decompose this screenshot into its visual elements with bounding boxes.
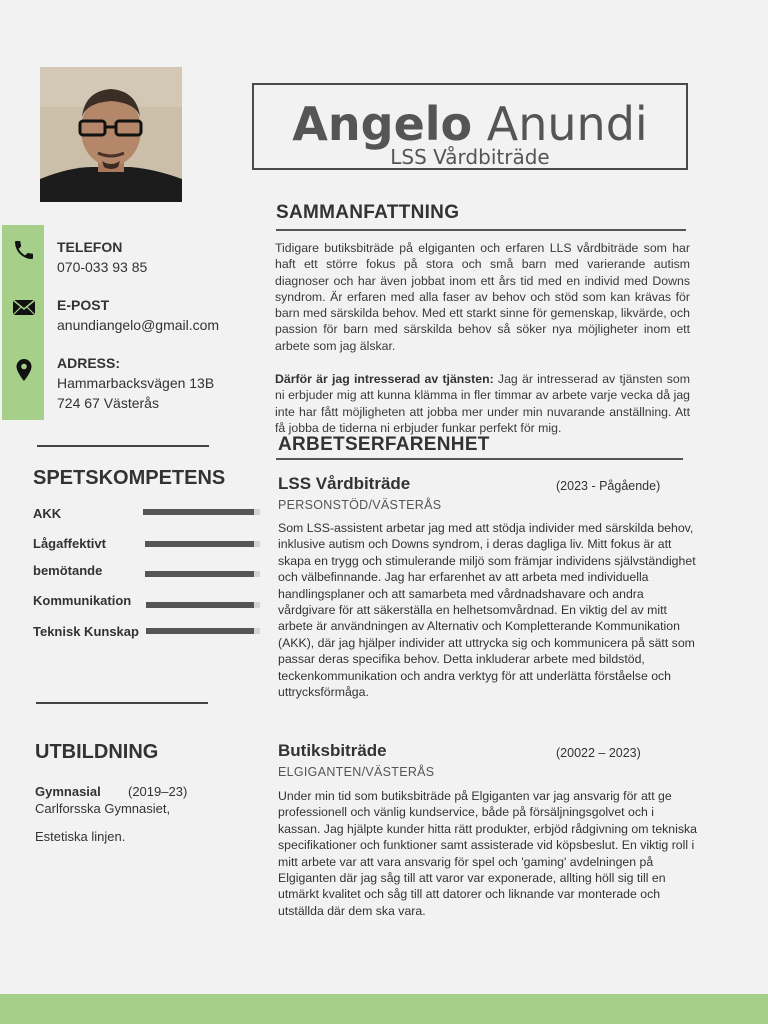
job-description: Som LSS-assistent arbetar jag med att stödja individer med särskilda behov, inklusive autism och Downs syndrom, i deras dagliga liv. Mitt fokus är att skapa en trygg och stimulerande miljö som främjar individens självständighet och välbefinnande. Jag har erfarenhet av att arbeta med individuella handlingsplaner och att samarbeta med vårdnadshavare och andra vårdgivare för att säkerställa en helhetsomvårdnad. En viktig del av mitt arbete är användningen av Alternativ och Kompletterande Kommunikation (AKK), där jag hjälper individer att uttrycka sig och kommunicera på sätt som passar deras specifika behov. Detta inkluderar arbete med bildstöd, teckenkommunikation och andra verktyg för att underlätta förståelse och uttrycksförmåga.	[278, 521, 696, 700]
job-description: Under min tid som butiksbiträde på Elgiganten var jag ansvarig för att ge professionell och vänlig kundservice, både på försäljningsgolvet och i kassan. Jag hjälpte kunder hitta rätt produkter, erbjöd rådgivning om tekniska specifikationer och funktioner samt assisterade vid köpsbeslut. En viktig roll i mitt arbete var att vara ansvarig för spel och 'gaming' avdelningen på Elgiganten där jag såg till att varor var exponerade, allting höll sig till en utmärkt kvalitet och såg till att datorer och liknande var monterade och utställda där dem ska vara.	[278, 789, 698, 918]
skill-bar-fill	[146, 628, 254, 634]
first-name: Angelo	[292, 97, 473, 151]
summary-text: Tidigare butiksbiträde på elgiganten och erfaren LLS vårdbiträde som har haft ett större fokus på stora och små barn med varierande autism diagnoser och har även jobbat inom ett års tid med en individ med Downs syndrom. Är erfaren med alla faser av behov och stöd som kan krävas för barn med särskilda behov. Med ett starkt sinne för gemenskap, likvärde, och passion för barn med särskilda behov så söker nya möjligheter inom ett arbete som jag älskar.	[275, 241, 690, 353]
skill-bar-fill	[145, 541, 254, 547]
email-value[interactable]: anundiangelo@gmail.com	[57, 317, 220, 333]
job-organization: PERSONSTÖD/VÄSTERÅS	[278, 498, 442, 512]
job-title: LSS Vårdbiträde	[278, 474, 411, 493]
skill-bar	[146, 602, 260, 608]
name-header-box	[252, 83, 688, 170]
summary-rule	[276, 229, 686, 231]
skill-label: bemötande	[33, 563, 103, 578]
experience-heading: ARBETSERFARENHET	[278, 434, 490, 455]
education-program: Estetiska linjen.	[35, 829, 126, 844]
skill-label: AKK	[33, 506, 62, 521]
education-heading: UTBILDNING	[35, 741, 159, 763]
education-level: Gymnasial	[35, 784, 101, 799]
job-dates: (2023 - Pågående)	[556, 479, 661, 493]
skill-label: Lågaffektivt	[33, 536, 106, 551]
last-name: Anundi	[486, 97, 648, 151]
full-name	[254, 99, 686, 149]
education-years: (2019–23)	[128, 784, 188, 799]
job-dates: (20022 – 2023)	[556, 746, 641, 760]
address-label: ADRESS:	[57, 355, 121, 371]
profile-photo	[40, 67, 182, 202]
phone-icon	[12, 238, 36, 262]
phone-value[interactable]: 070-033 93 85	[57, 259, 148, 275]
skill-bar-fill	[145, 571, 254, 577]
skill-bar	[146, 628, 260, 634]
interest-label: Därför är jag intresserad av tjänsten:	[275, 372, 494, 386]
skills-heading: SPETSKOMPETENS	[33, 467, 226, 489]
job-organization: ELGIGANTEN/VÄSTERÅS	[278, 765, 435, 779]
summary-heading: SAMMANFATTNING	[276, 202, 460, 223]
map-pin-icon	[12, 358, 36, 382]
skill-label: Kommunikation	[33, 593, 132, 608]
footer-accent-bar	[0, 994, 768, 1024]
envelope-icon	[12, 296, 36, 320]
education-school: Carlforsska Gymnasiet,	[35, 801, 171, 816]
address-line2: 724 67 Västerås	[57, 395, 159, 411]
skill-bar	[145, 571, 260, 577]
experience-rule	[276, 458, 683, 460]
job-title: Butiksbiträde	[278, 741, 387, 760]
interest-text: Jag är intresserad av tjänsten som ni erbjuder mig att kunna klämma in fler timmar av arbete varje vecka då jag inte har fått möjligheten att jobba mer under min nuvarande anställning. Att få jobba de tiderna ni erbjuder funkar perfekt för mig.	[275, 372, 690, 435]
phone-label: TELEFON	[57, 239, 123, 255]
interest-paragraph	[275, 371, 690, 436]
email-label: E-POST	[57, 297, 110, 313]
skill-label: Teknisk Kunskap	[33, 624, 139, 639]
skill-bar	[143, 509, 260, 515]
address-line1: Hammarbacksvägen 13B	[57, 375, 215, 391]
skill-bar	[145, 541, 260, 547]
job-title-subtitle: LSS Vårdbiträde	[390, 145, 550, 169]
skill-bar-fill	[146, 602, 254, 608]
sidebar-divider	[36, 702, 208, 704]
sidebar-divider	[37, 445, 209, 447]
skill-bar-fill	[143, 509, 254, 515]
